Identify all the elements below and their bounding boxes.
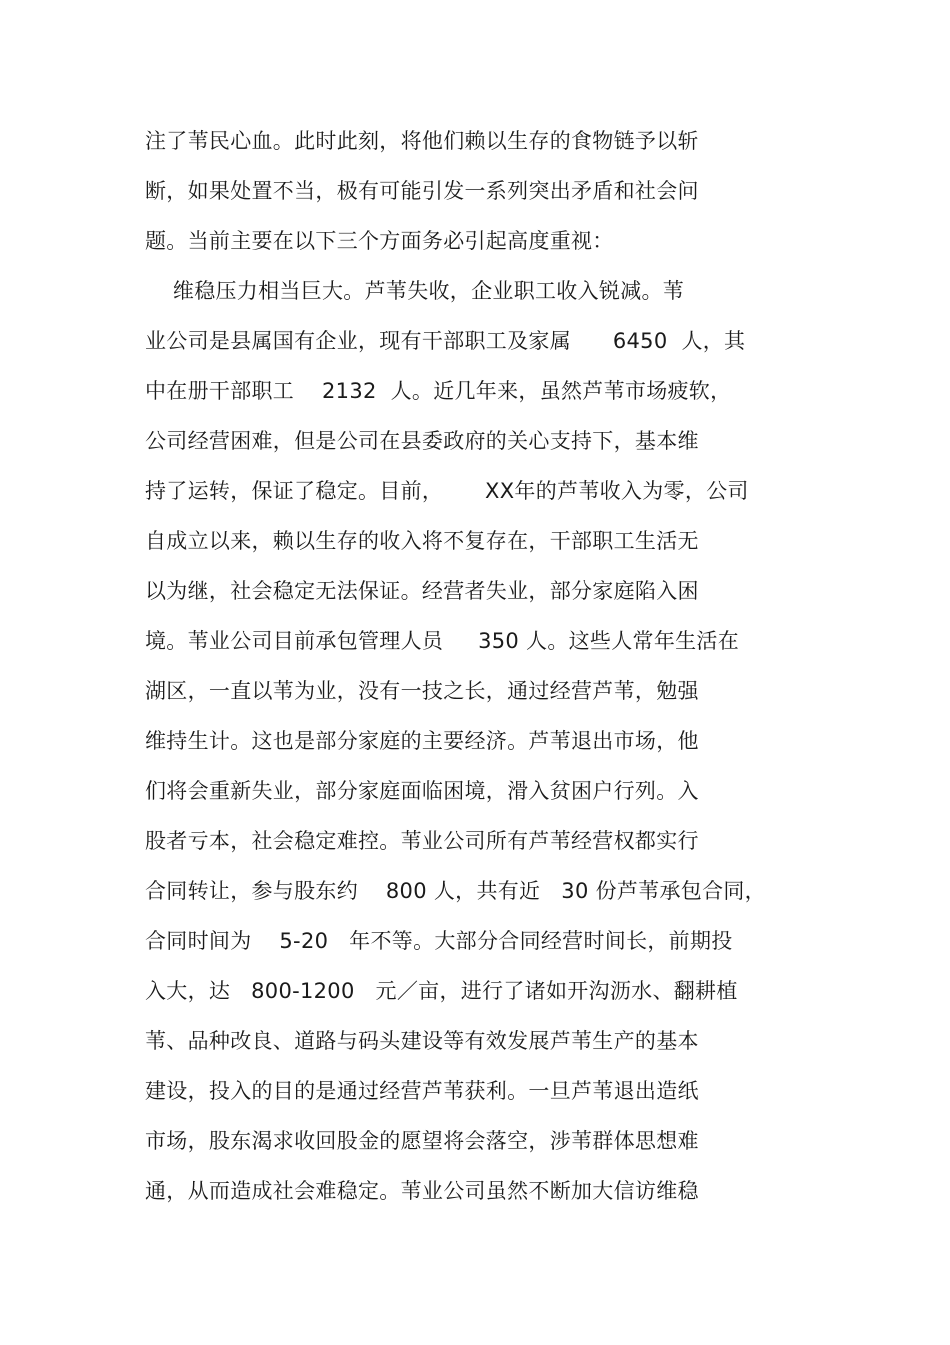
text-line: 通，从而造成社会难稳定。苇业公司虽然不断加大信访维稳 [145,1179,699,1203]
text-line: 建设，投入的目的是通过经营芦苇获利。一旦芦苇退出造纸 [145,1079,699,1103]
text-line: 注了苇民心血。此时此刻，将他们赖以生存的食物链予以斩 [145,129,699,153]
text-line: 苇、品种改良、道路与码头建设等有效发展芦苇生产的基本 [145,1029,699,1053]
text-line: 断，如果处置不当，极有可能引发一系列突出矛盾和社会问 [145,179,699,203]
text-line: 股者亏本，社会稳定难控。苇业公司所有芦苇经营权都实行 [145,829,699,853]
text-line: 入大，达 800-1200 元／亩，进行了诸如开沟沥水、翻耕植 [145,979,738,1003]
text-line: 湖区，一直以苇为业，没有一技之长，通过经营芦苇，勉强 [145,679,699,703]
text-line: 合同转让，参与股东约 800 人，共有近 30 份芦苇承包合同， [145,879,766,903]
text-line: 持了运转，保证了稳定。目前， XX年的芦苇收入为零，公司 [145,479,749,503]
text-line: 自成立以来，赖以生存的收入将不复存在，干部职工生活无 [145,529,699,553]
text-line: 业公司是县属国有企业，现有干部职工及家属 6450 人，其 [145,329,746,353]
text-line: 合同时间为 5-20 年不等。大部分合同经营时间长，前期投 [145,929,733,953]
text-line: 中在册干部职工 2132 人。近几年来，虽然芦苇市场疲软， [145,379,732,403]
text-line: 公司经营困难，但是公司在县委政府的关心支持下，基本维 [145,429,699,453]
text-line: 题。当前主要在以下三个方面务必引起高度重视： [145,229,614,253]
text-line: 以为继，社会稳定无法保证。经营者失业，部分家庭陷入困 [145,579,699,603]
text-line: 境。苇业公司目前承包管理人员 350 人。这些人常年生活在 [145,629,740,653]
text-line: 们将会重新失业，部分家庭面临困境，滑入贫困户行列。入 [145,779,699,803]
text-line: 维持生计。这也是部分家庭的主要经济。芦苇退出市场，他 [145,729,699,753]
text-line: 市场，股东渴求收回股金的愿望将会落空，涉苇群体思想难 [145,1129,699,1153]
paragraph-start-line: 维稳压力相当巨大。芦苇失收，企业职工收入锐减。苇 [145,279,685,303]
